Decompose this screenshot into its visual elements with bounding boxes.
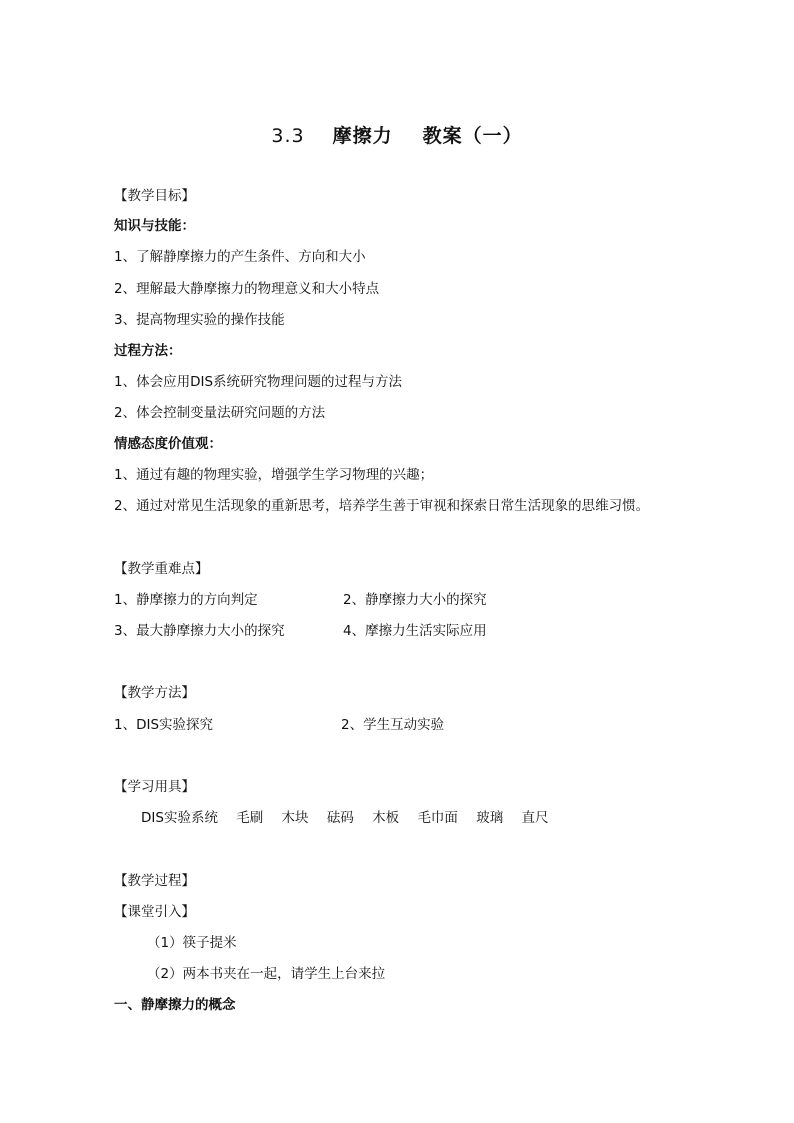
title-number: 3.3 [271, 125, 305, 147]
knowledge-item: 1、了解静摩擦力的产生条件、方向和大小 [114, 249, 366, 265]
tool-item: 木块 [281, 810, 309, 826]
tools-list [141, 808, 563, 828]
key-point-item: 3、最大静摩擦力大小的探究 [114, 623, 285, 639]
intro-heading: 【课堂引入】 [114, 904, 195, 920]
key-point-item: 2、静摩擦力大小的探究 [343, 592, 487, 608]
tool-item: 木板 [372, 810, 400, 826]
attitude-item: 2、通过对常见生活现象的重新思考，培养学生善于审视和探索日常生活现象的思维习惯。 [114, 498, 650, 514]
knowledge-item: 3、提高物理实验的操作技能 [114, 312, 285, 328]
tool-item: 毛巾面 [417, 810, 458, 826]
objectives-heading: 【教学目标】 [114, 188, 195, 204]
attitude-item: 1、通过有趣的物理实验，增强学生学习物理的兴趣； [114, 467, 434, 483]
tool-item: 砝码 [326, 810, 354, 826]
intro-item: （2）两本书夹在一起，请学生上台来拉 [147, 966, 386, 982]
title-subtitle: 教案（一） [422, 125, 523, 147]
attitude-label: 情感态度价值观： [114, 436, 222, 452]
title-topic: 摩擦力 [332, 125, 393, 147]
key-point-item: 4、摩擦力生活实际应用 [343, 623, 487, 639]
tools-heading: 【学习用具】 [114, 779, 195, 795]
methods-heading: 【教学方法】 [114, 685, 195, 701]
knowledge-item: 2、理解最大静摩擦力的物理意义和大小特点 [114, 281, 380, 297]
tool-item: 玻璃 [476, 810, 504, 826]
section-heading: 一、静摩擦力的概念 [114, 997, 236, 1013]
key-points-heading: 【教学重难点】 [114, 561, 209, 577]
method-item: 1、DIS实验探究 [114, 717, 214, 733]
tool-item: DIS实验系统 [141, 810, 218, 826]
process-item: 1、体会应用DIS系统研究物理问题的过程与方法 [114, 374, 403, 390]
knowledge-label: 知识与技能： [114, 218, 195, 234]
process-item: 2、体会控制变量法研究问题的方法 [114, 405, 326, 421]
key-point-item: 1、静摩擦力的方向判定 [114, 592, 258, 608]
tool-item: 直尺 [521, 810, 549, 826]
method-item: 2、学生互动实验 [341, 717, 445, 733]
intro-item: （1）筷子提米 [147, 935, 237, 951]
process-heading: 【教学过程】 [114, 873, 195, 889]
tool-item: 毛刷 [236, 810, 264, 826]
page-title [0, 121, 794, 148]
process-label: 过程方法： [114, 343, 182, 359]
